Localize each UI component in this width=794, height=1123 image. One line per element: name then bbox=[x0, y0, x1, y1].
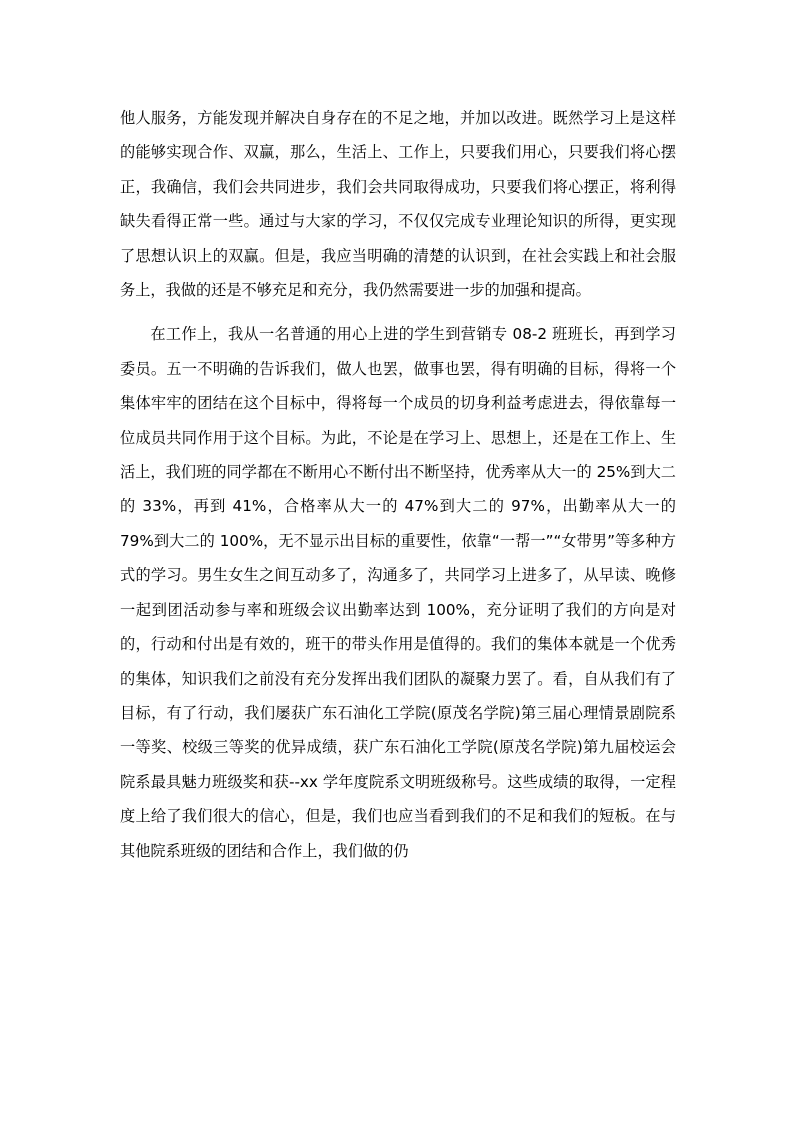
paragraph-work: 在工作上，我从一名普通的用心上进的学生到营销专 08-2 班班长，再到学习委员。五一不明确的告诉我们，做人也罢，做事也罢，得有明确的目标，得将一个集体牢牢的团结在这个目标中，得将每一个成员的切身利益考虑进去，得依靠每一位成员共同作用于这个目标。为此，不论是在学习上、思想上，还是在工作上、生活上，我们班的同学都在不断用心不断付出不断坚持，优秀率从大一的 25%到大二的 33%，再到 41%，合格率从大一的 47%到大二的 97%，出勤率从大一的 79%到大二的 100%，无不显示出目标的重要性，依靠“一帮一”“女带男”等多种方式的学习。男生女生之间互动多了，沟通多了，共同学习上进多了，从早读、晚修一起到团活动参与率和班级会议出勤率达到 100%，充分证明了我们的方向是对的，行动和付出是有效的，班干的带头作用是值得的。我们的集体本就是一个优秀的集体，知识我们之前没有充分发挥出我们团队的凝聚力罢了。看，自从我们有了目标，有了行动，我们屡获广东石油化工学院(原茂名学院)第三届心理情景剧院系一等奖、校级三等奖的优异成绩，获广东石油化工学院(原茂名学院)第九届校运会院系最具魅力班级奖和获--xx 学年度院系文明班级称号。这些成绩的取得，一定程度上给了我们很大的信心，但是，我们也应当看到我们的不足和我们的短板。在与其他院系班级的团结和合作上，我们做的仍 bbox=[120, 325, 676, 860]
document-body bbox=[120, 101, 676, 868]
paragraph-continued: 他人服务，方能发现并解决自身存在的不足之地，并加以改进。既然学习上是这样的能够实现合作、双赢，那么，生活上、工作上，只要我们用心，只要我们将心摆正，我确信，我们会共同进步，我们会共同取得成功，只要我们将心摆正，将利得缺失看得正常一些。通过与大家的学习，不仅仅完成专业理论知识的所得，更实现了思想认识上的双赢。但是，我应当明确的清楚的认识到，在社会实践上和社会服务上，我做的还是不够充足和充分，我仍然需要进一步的加强和提高。 bbox=[120, 109, 676, 300]
